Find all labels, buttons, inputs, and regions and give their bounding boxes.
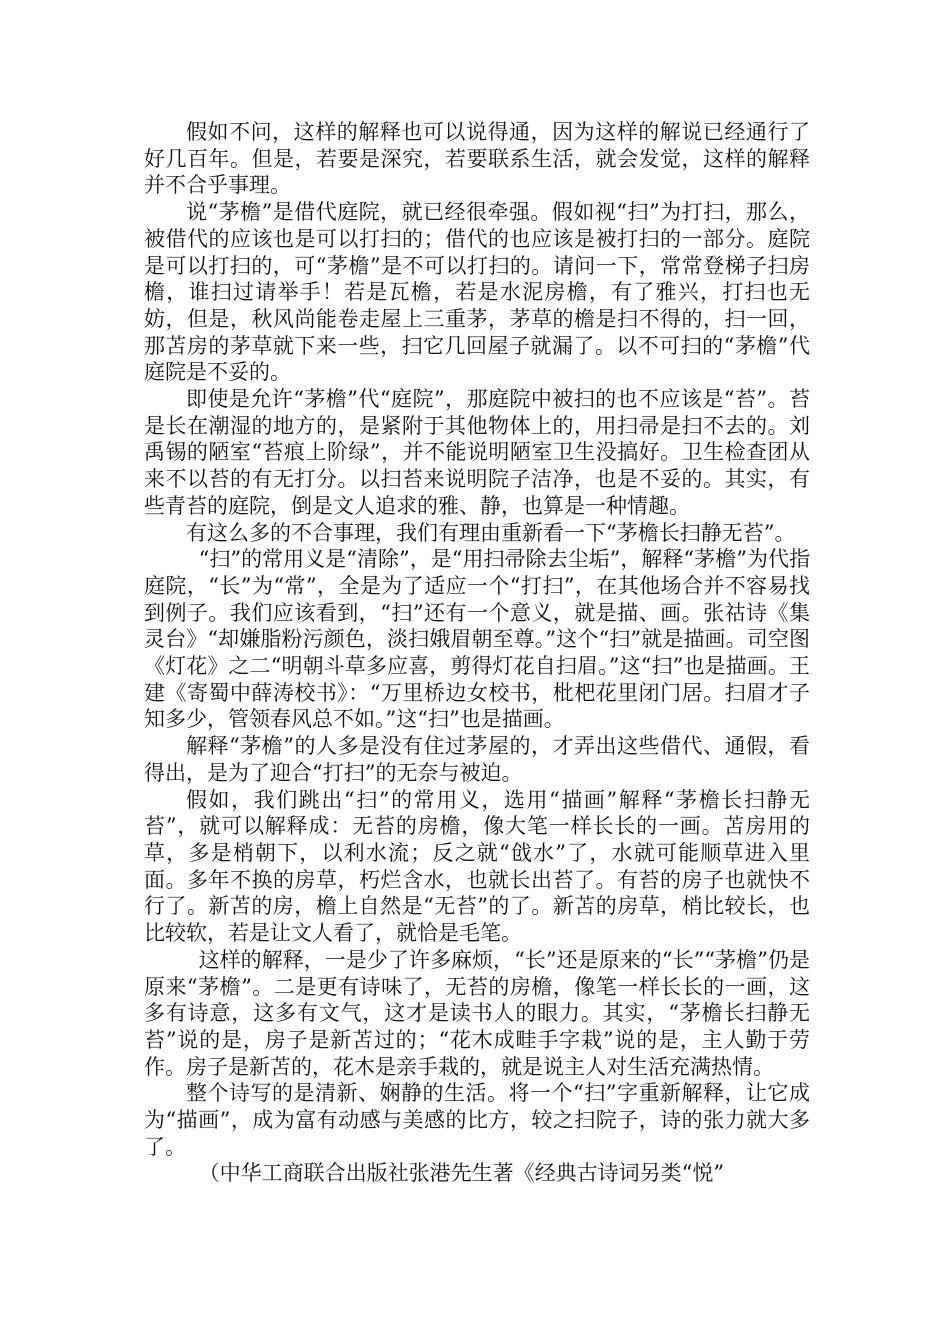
paragraph: 假如，我们跳出“扫”的常用义，选用“描画”解释“茅檐长扫静无苔”，就可以解释成：无苔的房檐，像大笔一样长长的一画。苫房用的草，多是梢朝下，以利水流；反之就“戗水”了，水就可能顺草进入里面。多年不换的房草，朽烂含水，也就长出苔了。有苔的房子也就快不行了。新苫的房，檐上自然是“无苔”的了。新苫的房草，梢比较长，也比较软，若是让文人看了，就恰是毛笔。 [144,787,810,946]
citation-paragraph: （中华工商联合出版社张港先生著《经典古诗词另类“悦” [198,1161,725,1186]
paragraph: 有这么多的不合事理，我们有理由重新看一下“茅檐长扫静无苔”。 [186,520,796,545]
paragraph: 解释“茅檐”的人多是没有住过茅屋的，才弄出这些借代、通假，看得出，是为了迎合“打扫”的无奈与被迫。 [144,734,810,785]
document-body [144,119,810,1187]
paragraph: “扫”的常用义是“清除”，是“用扫帚除去尘垢”，解释“茅檐”为代指庭院，“长”为“常”，全是为了适应一个“打扫”，在其他场合并不容易找到例子。我们应该看到，“扫”还有一个意义，就是描、画。张祜诗《集灵台》“却嫌脂粉污颜色，淡扫娥眉朝至尊。”这个“扫”就是描画。司空图《灯花》之二“明朝斗草多应喜，剪得灯花自扫眉。”这“扫”也是描画。王建《寄蜀中薛涛校书》：“万里桥边女校书，枇杷花里闭门居。扫眉才子知多少，管领春风总不如。”这“扫”也是描画。 [144,547,810,732]
paragraph: 说“茅檐”是借代庭院，就已经很牵强。假如视“扫”为打扫，那么，被借代的应该也是可以打扫的；借代的也应该是被打扫的一部分。庭院是可以打扫的，可“茅檐”是不可以打扫的。请问一下，常常登梯子扫房檐，谁扫过请举手！若是瓦檐，若是水泥房檐，有了雅兴，打扫也无妨，但是，秋风尚能卷走屋上三重茅，茅草的檐是扫不得的，扫一回，那苫房的茅草就下来一些，扫它几回屋子就漏了。以不可扫的“茅檐”代庭院是不妥的。 [144,200,810,385]
paragraph: 即使是允许“茅檐”代“庭院”，那庭院中被扫的也不应该是“苔”。苔是长在潮湿的地方的，是紧附于其他物体上的，用扫帚是扫不去的。刘禹锡的陋室“苔痕上阶绿”，并不能说明陋室卫生没搞好。卫生检查团从来不以苔的有无打分。以扫苔来说明院子洁净，也是不妥的。其实，有些青苔的庭院，倒是文人追求的雅、静，也算是一种情趣。 [144,387,810,518]
paragraph: 这样的解释，一是少了许多麻烦，“长”还是原来的“长”“茅檐”仍是原来“茅檐”。二是更有诗味了，无苔的房檐，像笔一样长长的一画，这多有诗意，这多有文气，这才是读书人的眼力。其实，“茅檐长扫静无苔”说的是，房子是新苫过的；“花木成畦手字栽”说的是，主人勤于劳作。房子是新苫的，花木是亲手栽的，就是说主人对生活充满热情。 [144,947,810,1079]
paragraph: 假如不问，这样的解释也可以说得通，因为这样的解说已经通行了好几百年。但是，若要是深究，若要联系生活，就会发觉，这样的解释并不合乎事理。 [144,120,810,198]
paragraph: 整个诗写的是清新、娴静的生活。将一个“扫”字重新解释，让它成为“描画”，成为富有动感与美感的比方，较之扫院子，诗的张力就大多了。 [144,1081,810,1159]
